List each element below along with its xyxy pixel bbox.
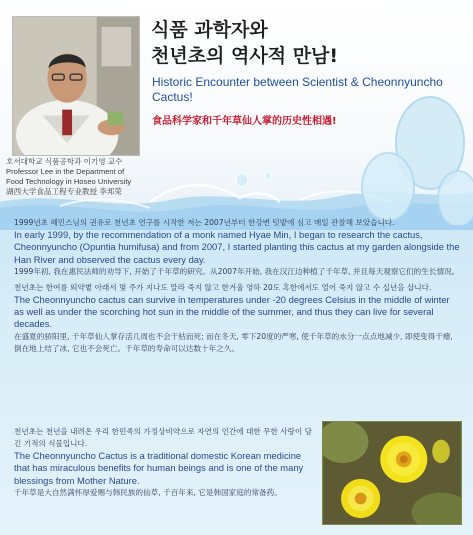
paragraph-2-english: The Cheonnyuncho cactus can survive in temperatures under -20 degrees Celsius in the middle of winter as well as under the scorching hot sun in the middle of the summer, and thus they can live for several decades. [14,293,450,330]
paragraph-1-chinese: 1999年初, 我在惠民法师的劝导下, 开始了千年草的研究。从2007年开始, 我在汉江边种植了千年草, 并且每天观察它们的生长情况。 [14,266,460,276]
title-korean-line2: 천년초의 역사적 만남! [151,45,339,67]
caption-english-line1: Professor Lee in the Department of [6,167,125,176]
cactus-illustration [330,95,473,225]
title-korean-line1: 식품 과학자와 [151,19,268,41]
scientist-photo [12,16,140,156]
title-english: Historic Encounter between Scientist & Cheonnyuncho Cactus! [152,75,443,104]
caption-korean: 호서대학교 식품공학과 이기영 교수 [6,157,123,166]
photo-caption [6,157,156,197]
article-closing [14,426,314,499]
paragraph-1-korean: 1999년초 혜민스님의 권유로 천년초 연구를 시작한 저는 2007년부터 한강변 텃밭에 심고 매일 관찰해 보았습니다. [14,218,395,227]
article-body [14,217,462,355]
caption-english-line2: Food Technology in Hoseo University [6,177,132,186]
title-chinese: 食品科学家和千年草仙人掌的历史性相遇! [152,116,337,127]
title-korean [151,17,338,69]
paragraph-1-english: In early 1999, by the recommendation of a monk named Hyae Min, I began to research the cactus, Cheonnyuncho (Opuntia humifusa) and from 2007, I started planting this cactus at my garden alongside the Han River and observed the cactus every day. [14,229,460,265]
cactus-flower-photo [322,421,462,525]
paragraph-2-chinese: 在盛夏的骄阳里, 千年草仙人掌存活几周也不会干枯而死; 而在冬天, 零下20度的严寒, 使千年草的水分一点点地减少, 即使变得干瘪, 倒在地上结了冰, 它也不会死亡。千年草的寿命可以达数十年之久。 [14,331,453,353]
paragraph-3-chinese: 千年草是大自然满怀厚爱赐与韩民族的仙草, 千百年来, 它是韩国家庭的常备药。 [14,487,282,497]
paragraph-2-korean: 천년초는 한여름 뙤약볕 아래서 몇 주가 지나도 말라 죽지 않고 한겨울 영하 20도 혹한에서도 얼어 죽지 않고 수 십년을 삽니다. [14,282,432,292]
paragraph-3-korean: 천년초는 천년을 내려온 우리 한민족의 가정상비약으로 자연의 인간에 대한 무한 사랑이 담긴 기적의 식물입니다. [14,427,312,448]
caption-chinese: 湖西大学食品工程专业教授 李邦荣 [6,187,123,196]
paragraph-3-english: The Cheonnyuncho Cactus is a traditional domestic Korean medicine that has miraculous benefits for human beings and is one of the many blessings from Mother Nature. [14,450,304,486]
